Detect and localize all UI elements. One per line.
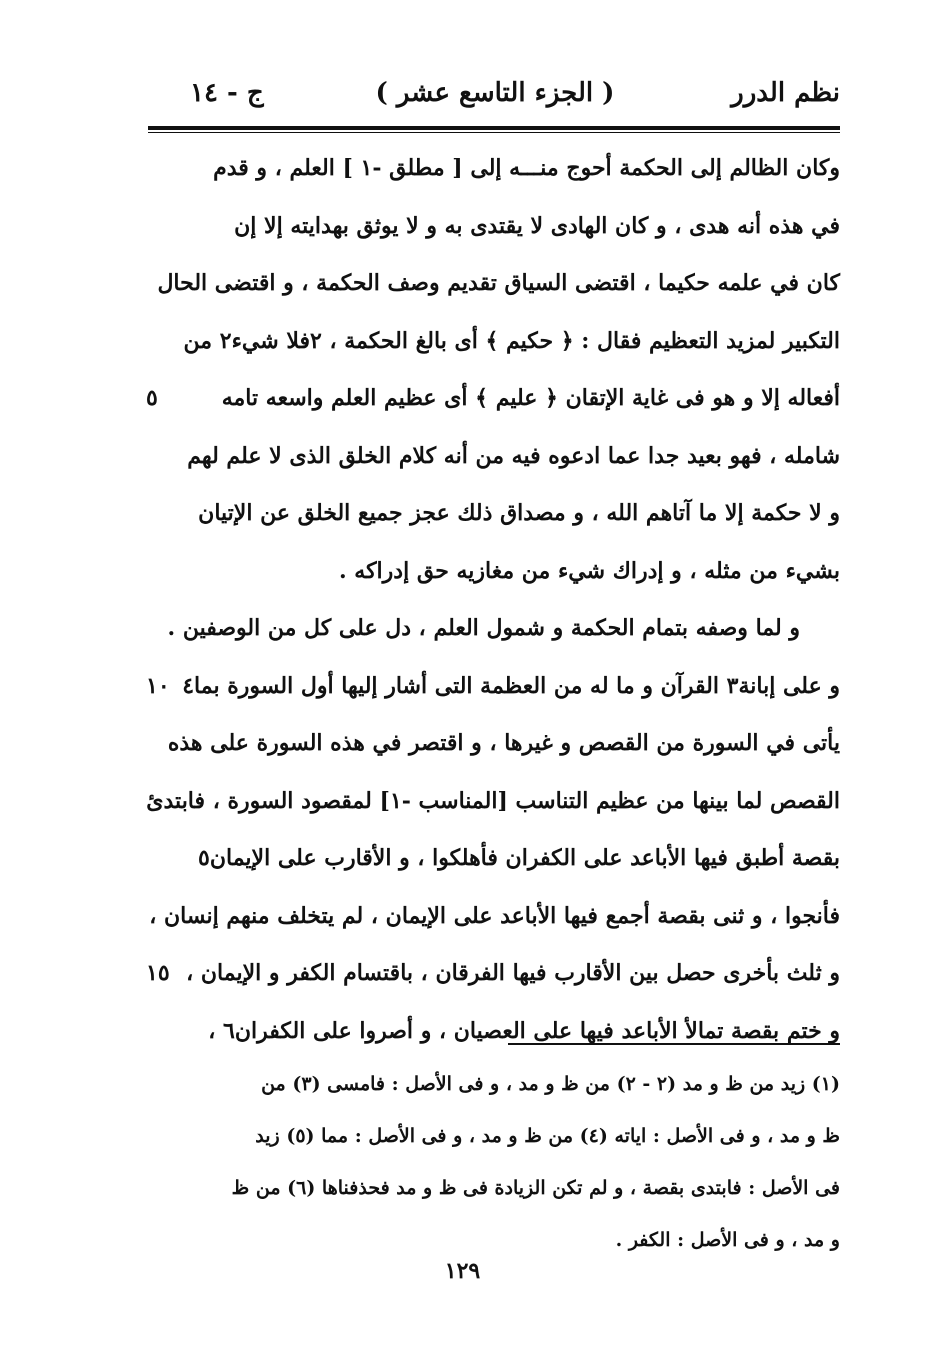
text-line-content: و لما وصفه بتمام الحكمة و شمول العلم ، دل على كل من الوصفين . xyxy=(167,615,800,641)
book-title: نظم الدرر xyxy=(731,78,840,108)
footnote-line: (١) زيد من ظ و مد (٢ - ٢) من ظ و مد ، و فى الأصل : فامسى (٣) من xyxy=(261,1073,840,1095)
text-line-content: أفعاله إلا و هو فى غاية الإتقان ﴿ عليم ﴾ أى عظيم العلم واسعه تامه xyxy=(221,385,840,411)
text-line xyxy=(180,485,840,543)
text-line xyxy=(146,370,840,428)
text-line xyxy=(167,715,840,773)
text-line-content: و ختم بقصة تمالأ الأباعد فيها على العصيان ، و أصروا على الكفران٦ ، xyxy=(208,1017,840,1044)
text-line-content: شامله ، فهو بعيد جدا عما ادعوه فيه من أنه كلام الخلق الذى لا علم لهم xyxy=(187,442,840,469)
footnote-line: فى الأصل : فابتدى بقصة ، و لم تكن الزيادة فى ظ و مد فحذفناها (٦) من ظ xyxy=(231,1177,840,1199)
footnotes xyxy=(180,1058,840,1266)
running-header xyxy=(150,78,840,126)
text-line xyxy=(157,255,840,313)
text-line xyxy=(146,945,840,1003)
line-number: ٥ xyxy=(146,385,158,411)
text-line-content: بقصة أطبق فيها الأباعد على الكفران فأهلكوا ، و الأقارب على الإيمان٥ xyxy=(198,845,840,871)
text-line-content: يأتى في السورة من القصص و غيرها ، و اقتصر في هذه السورة على هذه xyxy=(167,730,840,756)
text-line-content: فأنجوا ، و ثنى بقصة أجمع فيها الأباعد على الإيمان ، لم يتخلف منهم إنسان ، xyxy=(149,902,840,929)
text-line-content: وكان الظالم إلى الحكمة أحوج منـــه إلى [ مطلق -١ ] العلم ، و قدم xyxy=(213,155,840,181)
text-line xyxy=(180,830,840,888)
text-line xyxy=(180,140,840,198)
text-line xyxy=(180,1003,840,1061)
part-title: ( الجزء التاسع عشر ) xyxy=(375,78,615,108)
footnote-line: ظ و مد ، و فى الأصل : اياته (٤) من ظ و مد ، و فى الأصل : مما (٥) زيد xyxy=(255,1125,840,1147)
line-number: ١٠ xyxy=(146,672,170,699)
text-line-content: القصص لما بينها من عظيم التناسب [المناسب -١] لمقصود السورة ، فابتدئ xyxy=(146,787,840,814)
header-rule xyxy=(148,126,840,130)
header-rule-thin xyxy=(148,132,840,133)
text-line xyxy=(180,543,840,601)
line-number: ١٥ xyxy=(146,960,170,986)
text-line-content: و على إبانة٣ القرآن و ما له من العظمة التى أشار إليها أول السورة بما٤ xyxy=(182,672,840,699)
text-line xyxy=(180,198,840,256)
footnote-rule xyxy=(508,1043,840,1045)
text-line xyxy=(180,428,840,486)
text-line-content: و ثلث بأخرى حصل بين الأقارب فيها الفرقان ، باقتسام الكفر و الإيمان ، xyxy=(186,960,840,986)
text-line xyxy=(146,658,840,716)
page-number: ١٢٩ xyxy=(444,1258,481,1284)
text-line xyxy=(167,600,840,658)
text-line-content: بشيء من مثله ، و إدراك شيء من مغازيه حق إدراكه . xyxy=(338,557,840,584)
text-line xyxy=(149,888,840,946)
footnote-line: و مد ، و فى الأصل : الكفر . xyxy=(615,1229,840,1251)
text-line-content: كان في علمه حكيما ، اقتضى السياق تقديم وصف الحكمة ، و اقتضى الحال xyxy=(157,270,840,296)
text-line xyxy=(146,773,840,831)
text-line-content: و لا حكمة إلا ما آتاهم الله ، و مصداق ذلك عجز جميع الخلق عن الإتيان xyxy=(198,500,840,526)
text-line-content: في هذه أنه هدى ، و كان الهادى لا يقتدى به و لا يوثق بهدايته إلا إن xyxy=(234,212,840,239)
main-text xyxy=(146,140,840,1060)
text-line xyxy=(180,313,840,371)
text-line-content: التكبير لمزيد التعظيم فقال : ﴿ حكيم ﴾ أى بالغ الحكمة ، ٢فلا شيء٢ من xyxy=(183,327,840,354)
volume-number: ج - ١٤ xyxy=(190,78,264,108)
